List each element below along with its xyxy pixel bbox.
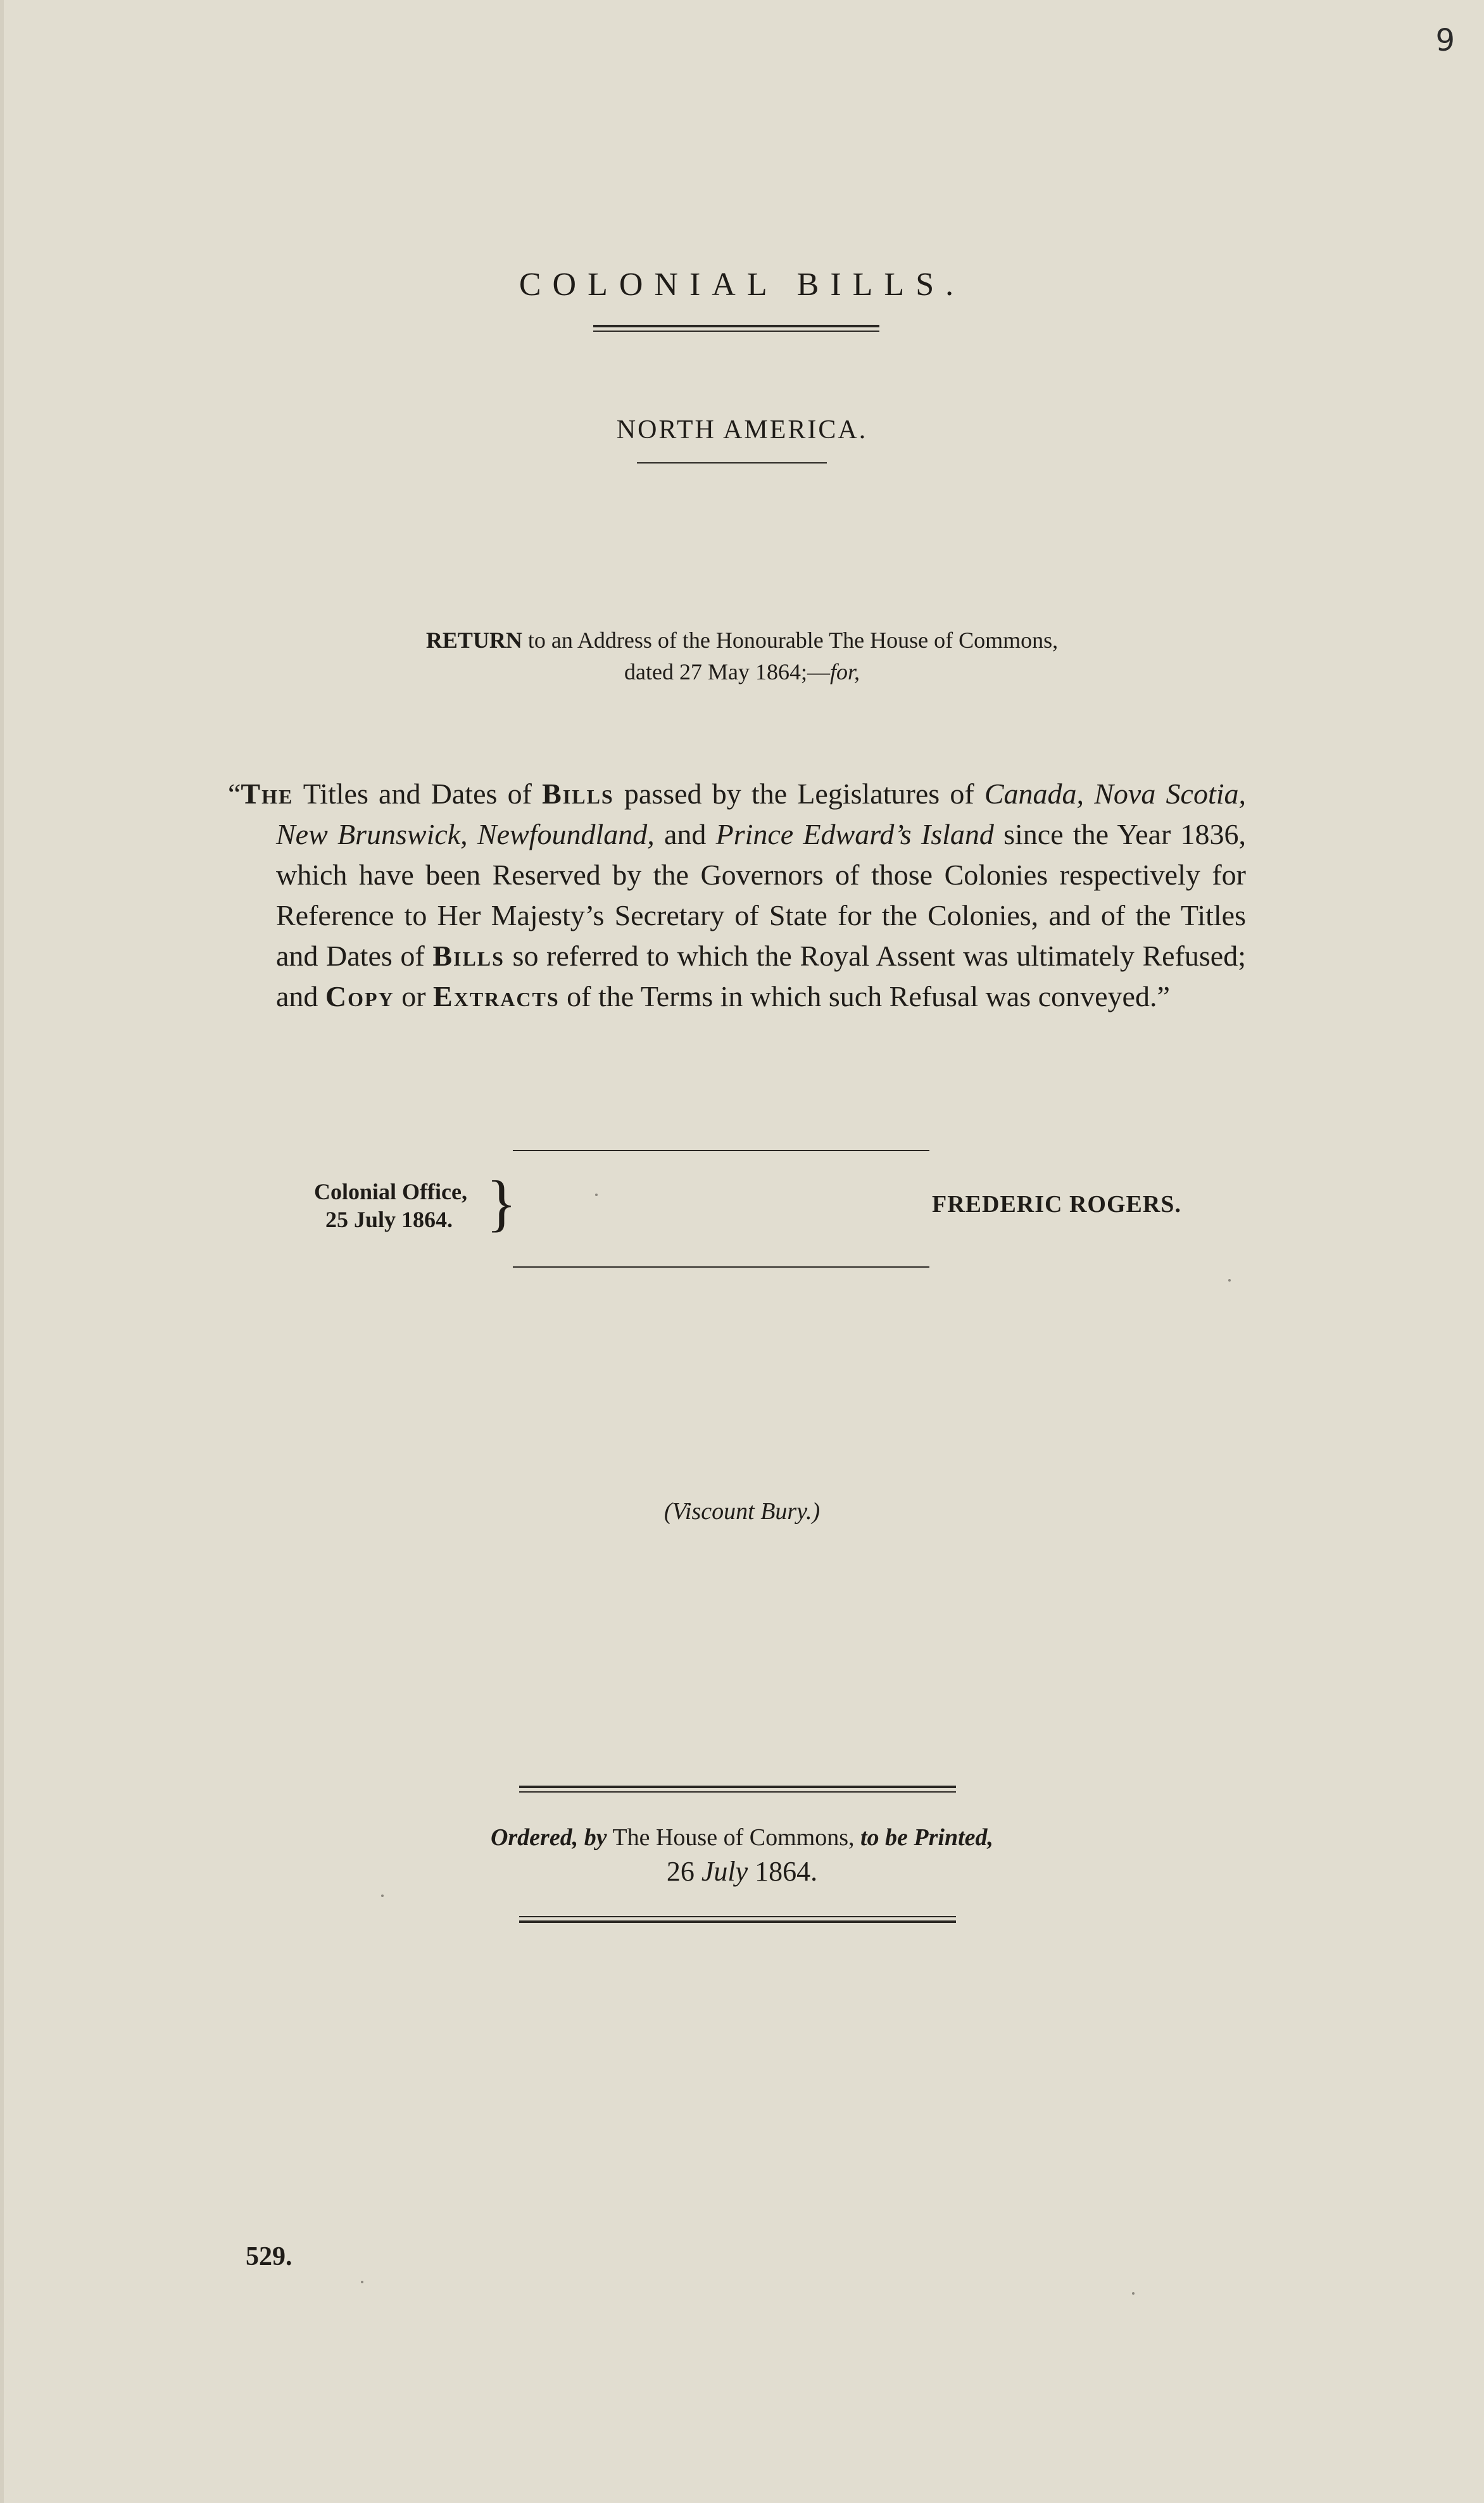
smallcaps-the: The	[241, 778, 294, 810]
paper-speck	[381, 1895, 384, 1897]
paper-speck	[1132, 2292, 1135, 2295]
return-line	[0, 627, 1484, 653]
paper-number: 529.	[246, 2242, 292, 2271]
smallcaps-bills-2: Bills	[432, 940, 505, 972]
ordered-word: Ordered,	[490, 1824, 579, 1851]
return-rest: to an Address of the Honourable The House of Commons,	[522, 627, 1059, 653]
paper-speck	[361, 2281, 363, 2283]
dated-line	[0, 659, 1484, 685]
region-rule	[637, 462, 827, 463]
title-double-rule-bottom	[593, 331, 879, 332]
order-year: 1864.	[748, 1856, 818, 1887]
signatory-name: FREDERIC ROGERS.	[932, 1191, 1181, 1218]
quote-text-2: passed by the Legislatures of	[613, 778, 984, 810]
order-double-rule-bottom-b	[519, 1920, 956, 1923]
colony-newfoundland: Newfoundland,	[477, 818, 655, 850]
colony-pei: Prince Edward’s Island	[715, 818, 994, 850]
return-lead: RETURN	[425, 627, 522, 653]
quote-open: “	[228, 778, 241, 810]
quote-text-3: and	[654, 818, 716, 850]
colony-canada: Canada,	[984, 778, 1085, 810]
signature-rule-top	[513, 1150, 929, 1151]
order-date	[0, 1855, 1484, 1888]
brace-glyph: }	[486, 1168, 517, 1238]
order-day: 26	[666, 1856, 701, 1887]
smallcaps-extracts: Extracts	[433, 980, 560, 1012]
signature-date: 25 July 1864.	[325, 1207, 453, 1232]
quote-text-7: of the Terms in which such Refusal was conveyed.”	[559, 980, 1170, 1012]
by-word: by	[584, 1824, 607, 1851]
order-double-rule-top-b	[519, 1791, 956, 1793]
paper-speck	[595, 1194, 598, 1196]
quote-text-6: or	[394, 980, 434, 1012]
order-line	[0, 1824, 1484, 1851]
house-name: The House of Commons,	[607, 1824, 860, 1851]
order-month: July	[701, 1856, 748, 1887]
title-double-rule-top	[593, 325, 879, 327]
smallcaps-bills-1: Bills	[542, 778, 614, 810]
quote-text-5: so referred to which the Royal Assent was ultimately Refused; and	[276, 940, 1246, 1012]
colony-new-brunswick: New Brunswick,	[276, 818, 468, 850]
smallcaps-copy: Copy	[325, 980, 394, 1012]
order-double-rule-top-a	[519, 1786, 956, 1788]
document-title: COLONIAL BILLS.	[519, 267, 965, 303]
to-be-printed: to be Printed,	[860, 1824, 994, 1851]
signature-office: Colonial Office,	[314, 1179, 467, 1204]
paper-speck	[1228, 1279, 1231, 1282]
quote-text-1: Titles and Dates of	[293, 778, 543, 810]
region-heading: NORTH AMERICA.	[616, 415, 868, 444]
mover-name: (Viscount Bury.)	[663, 1498, 821, 1525]
page-edge	[0, 0, 4, 2503]
order-double-rule-bottom-a	[519, 1916, 956, 1917]
quote-text-4: since the Year 1836, which have been Reserved by the Governors of those Colonies respectively for Reference to Her Majesty’s Secretary of State for the Colonies, and of the Titles and Dates of	[276, 818, 1246, 972]
signature-rule-bottom	[513, 1266, 929, 1268]
colony-nova-scotia: Nova Scotia,	[1094, 778, 1247, 810]
dated-text: dated 27 May 1864;—	[624, 659, 830, 684]
quoted-motion	[228, 774, 1246, 1017]
for-word: for,	[829, 659, 860, 684]
page-number: 9	[1435, 23, 1455, 58]
signature-office-block	[314, 1178, 467, 1233]
